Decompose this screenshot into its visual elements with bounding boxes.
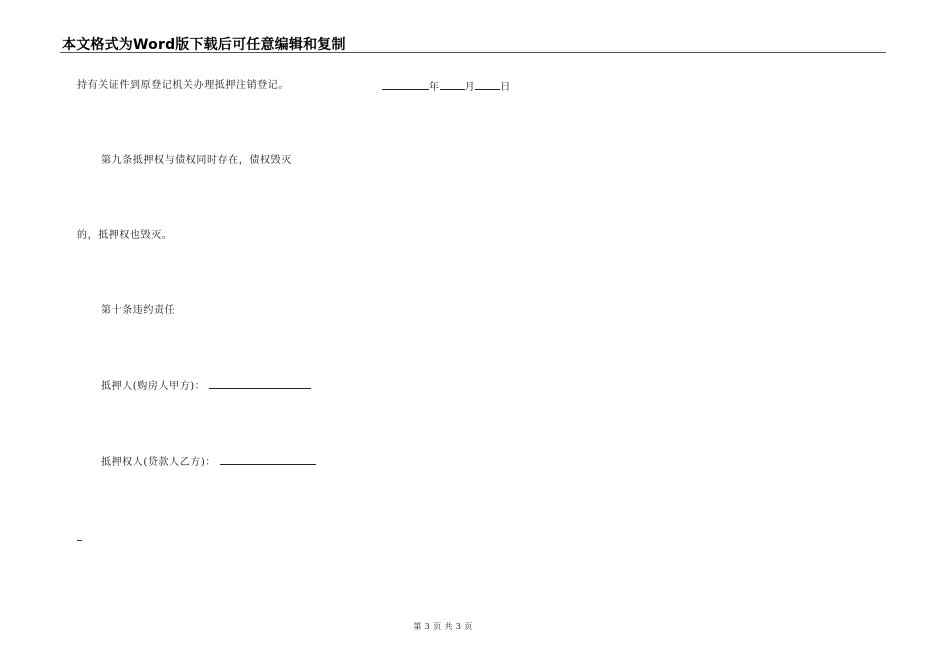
month-blank [440,80,465,90]
article-10-title: 第十条违约责任 [101,305,176,316]
mortgagee-label: 抵押权人(贷款人乙方)： [101,457,217,468]
day-label: 日 [500,82,511,93]
mortgagor-signature-line [101,379,311,393]
page-footer [0,622,886,632]
mortgagor-blank [209,379,311,389]
mortgagor-label: 抵押人(购房人甲方)： [101,381,206,392]
date-field [382,80,511,94]
year-label: 年 [429,82,440,93]
header-divider [60,52,886,53]
article-9-line-2: 的，抵押权也毁灭。 [77,230,173,241]
month-label: 月 [464,82,476,93]
stray-dash-mark [77,540,82,541]
page-number-text: 第 3 页 共 3 页 [413,622,473,631]
mortgagee-blank [220,455,316,465]
article-9-line-1: 第九条抵押权与债权同时存在，债权毁灭 [101,155,292,166]
body-line-registration [77,80,289,92]
year-blank [382,80,429,90]
registration-text: 持有关证件到原登记机关办理抵押注销登记。 [77,80,289,91]
day-blank [475,80,500,90]
mortgagee-signature-line [101,455,316,469]
page-header-title: 本文格式为Word版下载后可任意编辑和复制 [62,37,346,53]
